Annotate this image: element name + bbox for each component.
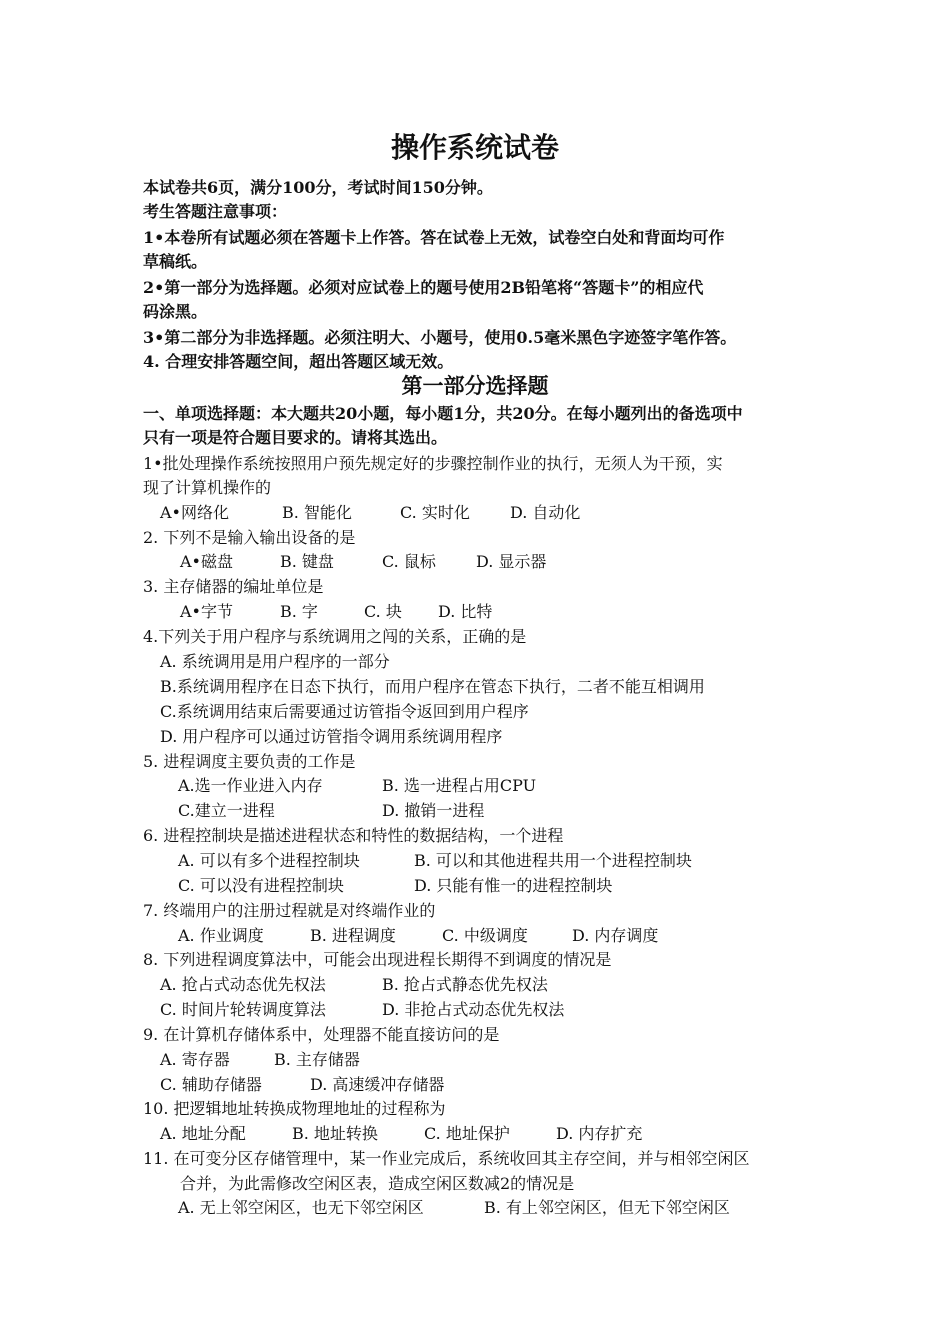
option-c: C. 块 (364, 602, 402, 621)
option-c: C.建立一进程 (178, 801, 275, 820)
option-a: A. 作业调度 (178, 926, 264, 945)
question-stem: 10. 把逻辑地址转换成物理地址的过程称为 (143, 1099, 446, 1118)
question-stem: 8. 下列进程调度算法中，可能会出现进程长期得不到调度的情况是 (143, 950, 612, 969)
option-d: D. 显示器 (476, 552, 547, 571)
option-b: B. 主存储器 (274, 1050, 360, 1069)
question-stem: 1•批处理操作系统按照用户预先规定好的步骤控制作业的执行，无须人为干预，实 (143, 454, 723, 473)
option-d: D. 自动化 (510, 503, 581, 522)
option-c: C. 辅助存储器 (160, 1075, 262, 1094)
option-d: D. 内存扩充 (556, 1124, 643, 1143)
option-c: C.系统调用结束后需要通过访管指令返回到用户程序 (160, 702, 529, 721)
question-stem: 9. 在计算机存储体系中，处理器不能直接访问的是 (143, 1025, 500, 1044)
option-d: D. 内存调度 (572, 926, 659, 945)
part1-heading: 第一部分选择题 (401, 373, 549, 398)
question-stem: 3. 主存储器的编址单位是 (143, 577, 324, 596)
option-a: A. 无上邻空闲区，也无下邻空闲区 (178, 1198, 424, 1217)
question-stem: 7. 终端用户的注册过程就是对终端作业的 (143, 901, 436, 920)
instruction-line: 4. 合理安排答题空间，超出答题区域无效。 (143, 352, 454, 371)
option-c: C. 中级调度 (442, 926, 528, 945)
question-stem: 合并，为此需修改空闲区表，造成空闲区数减2的情况是 (180, 1174, 575, 1193)
option-b: B. 地址转换 (292, 1124, 378, 1143)
option-d: D. 撤销一进程 (382, 801, 485, 820)
option-a: A•网络化 (160, 503, 229, 522)
option-a: A.选一作业进入内存 (178, 776, 323, 795)
instruction-line: 考生答题注意事项： (143, 202, 288, 221)
question-stem: 现了计算机操作的 (143, 478, 272, 497)
option-d: D. 只能有惟一的进程控制块 (414, 876, 613, 895)
instruction-line: 1•本卷所有试题必须在答题卡上作答。答在试卷上无效，试卷空白处和背面均可作 (143, 228, 725, 247)
option-b: B. 抢占式静态优先权法 (382, 975, 548, 994)
instruction-line: 2•第一部分为选择题。必须对应试卷上的题号使用2B铅笔将“答题卡”的相应代 (143, 278, 704, 297)
question-stem: 11. 在可变分区存储管理中，某一作业完成后，系统收回其主存空间，并与相邻空闲区 (143, 1149, 750, 1168)
option-b: B. 选一进程占用CPU (382, 776, 537, 795)
exam-title: 操作系统试卷 (390, 131, 559, 164)
option-d: D. 用户程序可以通过访管指令调用系统调用程序 (160, 727, 503, 746)
option-c: C. 时间片轮转调度算法 (160, 1000, 326, 1019)
option-b: B. 可以和其他进程共用一个进程控制块 (414, 851, 692, 870)
section-instruction: 只有一项是符合题目要求的。请将其选出。 (143, 428, 448, 447)
instruction-line: 3•第二部分为非选择题。必须注明大、小题号，使用0.5毫米黑色字迹签字笔作答。 (143, 328, 737, 347)
option-a: A. 系统调用是用户程序的一部分 (160, 652, 390, 671)
question-stem: 6. 进程控制块是描述进程状态和特性的数据结构，一个进程 (143, 826, 564, 845)
option-a: A•磁盘 (180, 552, 233, 571)
option-b: B. 有上邻空闲区，但无下邻空闲区 (484, 1198, 730, 1217)
option-a: A. 可以有多个进程控制块 (178, 851, 360, 870)
option-c: C. 实时化 (400, 503, 470, 522)
option-a: A. 抢占式动态优先权法 (160, 975, 326, 994)
option-a: A•字节 (180, 602, 233, 621)
question-stem: 5. 进程调度主要负责的工作是 (143, 752, 356, 771)
option-b: B.系统调用程序在日态下执行，而用户程序在管态下执行，二者不能互相调用 (160, 677, 705, 696)
option-a: A. 地址分配 (160, 1124, 246, 1143)
option-b: B. 进程调度 (310, 926, 396, 945)
option-b: B. 键盘 (280, 552, 334, 571)
instruction-line: 本试卷共6页，满分100分，考试时间150分钟。 (143, 178, 493, 197)
option-d: D. 非抢占式动态优先权法 (382, 1000, 565, 1019)
instruction-line: 码涂黑。 (143, 302, 208, 321)
option-c: C. 地址保护 (424, 1124, 510, 1143)
option-b: B. 字 (280, 602, 318, 621)
option-c: C. 鼠标 (382, 552, 436, 571)
option-d: D. 比特 (438, 602, 493, 621)
option-c: C. 可以没有进程控制块 (178, 876, 344, 895)
option-a: A. 寄存器 (160, 1050, 230, 1069)
instruction-line: 草稿纸。 (143, 252, 208, 271)
section-instruction: 一、单项选择题：本大题共20小题，每小题1分，共20分。在每小题列出的备选项中 (143, 404, 743, 423)
question-stem: 2. 下列不是输入输出设备的是 (143, 528, 356, 547)
question-stem: 4.下列关于用户程序与系统调用之闯的关系，正确的是 (143, 627, 527, 646)
option-b: B. 智能化 (282, 503, 352, 522)
option-d: D. 高速缓冲存储器 (310, 1075, 445, 1094)
